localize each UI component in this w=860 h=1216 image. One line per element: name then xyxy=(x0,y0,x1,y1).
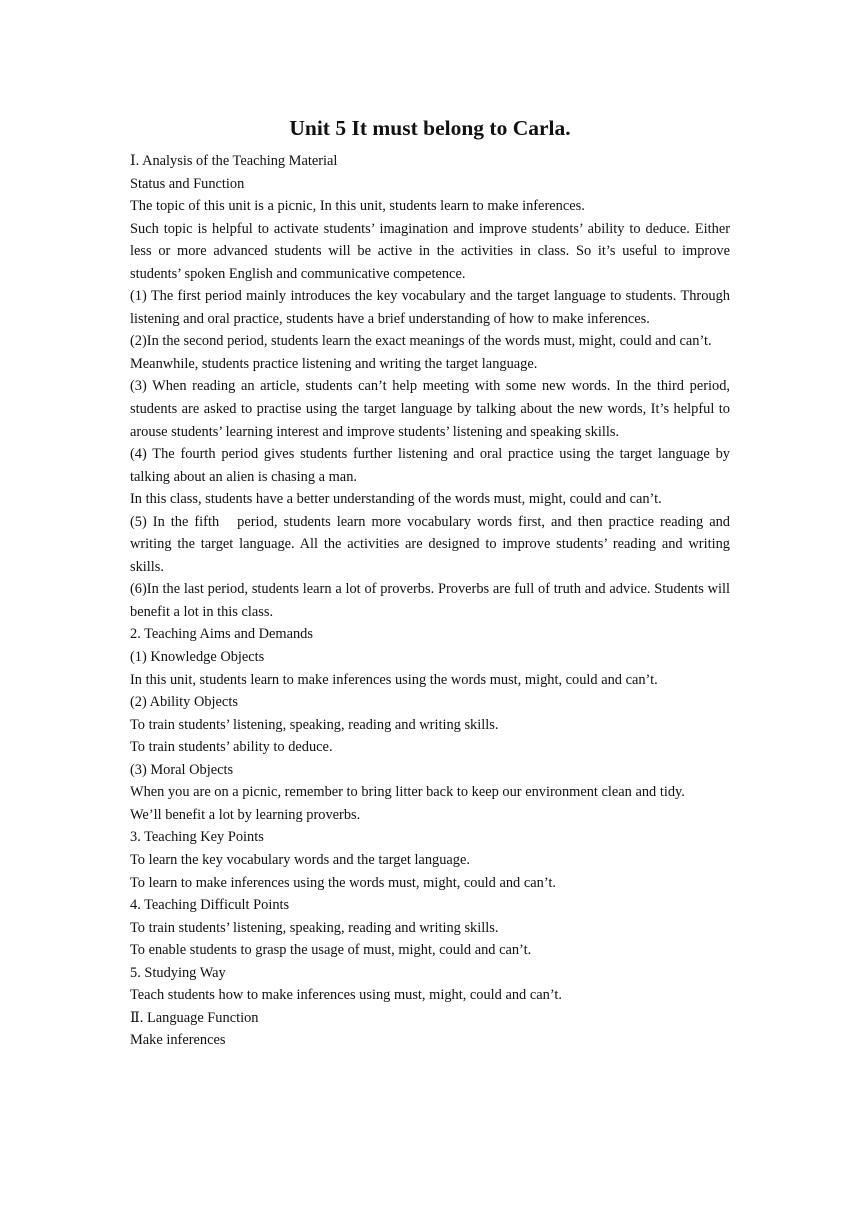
moral-objects-text-2: We’ll benefit a lot by learning proverbs. xyxy=(130,806,361,823)
section-heading-language-function: Ⅱ. Language Function xyxy=(130,1009,259,1026)
document-title: Unit 5 It must belong to Carla. xyxy=(289,116,571,140)
difficult-points-text-2: To enable students to grasp the usage of must, might, could and can’t. xyxy=(130,942,532,959)
period-2-note: Meanwhile, students practice listening and writing the target language. xyxy=(130,355,538,372)
moral-objects-heading: (3) Moral Objects xyxy=(130,761,234,778)
status-paragraph: Such topic is helpful to activate students’ imagination and improve students’ ability to deduce. Either less or more advanced students will be active in the activities in class. So it’s useful to improve students’ spoken English and communicative competence. xyxy=(130,220,730,282)
studying-way-heading: 5. Studying Way xyxy=(130,964,226,981)
status-intro-text: The topic of this unit is a picnic, In this unit, students learn to make inferences. xyxy=(130,198,585,215)
key-points-text-1: To learn the key vocabulary words and the target language. xyxy=(130,851,470,868)
document-body xyxy=(130,150,734,1052)
ability-objects-text-2: To train students’ ability to deduce. xyxy=(130,739,333,756)
period-5-paragraph: (5) In the fifth period, students learn more vocabulary words first, and then practice reading and writing the target language. All the activities are designed to improve students’ reading and writing skills. xyxy=(130,513,734,575)
section-heading-analysis: Ⅰ. Analysis of the Teaching Material xyxy=(130,153,338,169)
knowledge-objects-heading: (1) Knowledge Objects xyxy=(130,649,265,666)
document-page xyxy=(130,113,734,1052)
knowledge-objects-text: In this unit, students learn to make inferences using the words must, might, could and can’t. xyxy=(130,671,658,688)
period-1-paragraph: (1) The first period mainly introduces the key vocabulary and the target language to students. Through listening and oral practice, students have a brief understanding of how to make inferences. xyxy=(130,288,730,327)
moral-objects-text-1: When you are on a picnic, remember to bring litter back to keep our environment clean and tidy. xyxy=(130,784,685,801)
period-4-note: In this class, students have a better understanding of the words must, might, could and can’t. xyxy=(130,491,662,508)
period-3-paragraph: (3) When reading an article, students can’t help meeting with some new words. In the third period, students are asked to practise using the target language by talking about the new words, It’s helpful to arouse students’ learning interest and improve students’ listening and speaking skills. xyxy=(130,378,730,440)
ability-objects-text-1: To train students’ listening, speaking, reading and writing skills. xyxy=(130,716,499,733)
period-4-paragraph: (4) The fourth period gives students further listening and oral practice using the target language by talking about an alien is chasing a man. xyxy=(130,446,730,485)
period-6-paragraph: (6)In the last period, students learn a lot of proverbs. Proverbs are full of truth and advice. Students will benefit a lot in this class. xyxy=(130,581,730,620)
studying-way-text: Teach students how to make inferences using must, might, could and can’t. xyxy=(130,987,562,1004)
difficult-points-heading: 4. Teaching Difficult Points xyxy=(130,897,290,914)
period-2-paragraph: (2)In the second period, students learn the exact meanings of the words must, might, could and can’t. xyxy=(130,333,712,350)
key-points-text-2: To learn to make inferences using the words must, might, could and can’t. xyxy=(130,874,556,891)
difficult-points-text-1: To train students’ listening, speaking, reading and writing skills. xyxy=(130,919,499,936)
key-points-heading: 3. Teaching Key Points xyxy=(130,829,264,846)
status-function-heading: Status and Function xyxy=(130,175,245,192)
ability-objects-heading: (2) Ability Objects xyxy=(130,694,238,711)
language-function-text: Make inferences xyxy=(130,1032,226,1049)
teaching-aims-heading: 2. Teaching Aims and Demands xyxy=(130,626,313,643)
